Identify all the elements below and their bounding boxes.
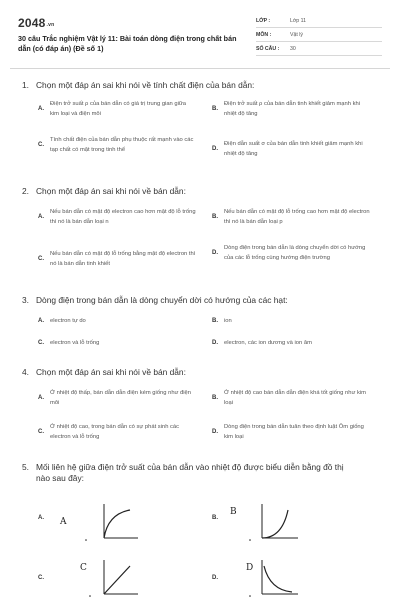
- question-number: 2.: [22, 186, 29, 196]
- question-text: [22, 367, 382, 378]
- question-text: [22, 186, 382, 197]
- graph-origin-dot: [85, 539, 87, 541]
- option-b[interactable]: [212, 100, 372, 119]
- option-text: Nếu bán dẫn có mật độ lỗ trống bằng mật độ electron thì nó là bán dẫn tinh khiết: [50, 251, 196, 267]
- meta-label: MÔN :: [256, 31, 272, 38]
- question-3: [22, 295, 382, 355]
- option-text: Điện trở suất ρ của bán dẫn tinh khiết giảm mạnh khi nhiệt độ tăng: [224, 101, 360, 117]
- option-d[interactable]: [212, 423, 372, 442]
- question-stem: Chọn một đáp án sai khi nói về bán dẫn:: [36, 186, 186, 196]
- option-text: electron và lỗ trống: [50, 340, 100, 346]
- graph-origin-dot: [249, 595, 251, 597]
- option-text: Điện dẫn suất σ của bán dẫn tinh khiết giảm mạnh khi nhiệt độ tăng: [224, 141, 363, 157]
- option-letter: B.: [212, 105, 218, 112]
- document-header: [18, 12, 382, 64]
- option-text: electron, các ion dương và ion âm: [224, 340, 312, 346]
- option-letter: D.: [212, 340, 218, 346]
- question-stem: Mối liên hệ giữa điện trở suất của bán dẫn vào nhiệt độ được biểu diễn bằng đồ thị nào sau đây:: [36, 462, 344, 483]
- header-divider: [10, 68, 390, 69]
- question-stem: Chọn một đáp án sai khi nói về tính chất điện của bán dẫn:: [36, 80, 255, 90]
- option-letter: B.: [212, 213, 218, 220]
- meta-row-count: [256, 42, 382, 56]
- option-letter: A.: [38, 515, 44, 521]
- option-letter: C.: [38, 255, 44, 262]
- option-d[interactable]: [212, 244, 372, 263]
- question-5: [22, 462, 382, 600]
- question-4: [22, 367, 382, 447]
- question-stem: Chọn một đáp án sai khi nói về bán dẫn:: [36, 367, 186, 377]
- question-2: [22, 186, 382, 286]
- meta-value: Lớp 11: [290, 17, 306, 24]
- question-1: [22, 80, 382, 170]
- option-letter: C.: [38, 428, 44, 435]
- page-title: 30 câu Trắc nghiệm Vật lý 11: Bài toán dòng điện trong chất bán dẫn (có đáp án) (Đề số 1): [18, 34, 237, 53]
- graph-label: D: [246, 563, 254, 573]
- option-a[interactable]: [38, 389, 198, 408]
- option-d[interactable]: [212, 140, 372, 159]
- option-letter: A.: [38, 318, 44, 324]
- option-letter: B.: [212, 394, 218, 401]
- graph-label: B: [230, 507, 237, 517]
- question-text: [22, 462, 382, 484]
- option-a[interactable]: [38, 208, 198, 227]
- graph-curve: [264, 566, 292, 592]
- option-letter: D.: [212, 249, 218, 256]
- option-text: Dòng điện trong bán dẫn là dòng chuyển dời có hướng của các lỗ trống cùng hướng điện trường: [224, 245, 366, 261]
- option-c[interactable]: [38, 250, 198, 269]
- option-b[interactable]: [212, 389, 372, 408]
- question-text: [22, 80, 382, 91]
- option-c[interactable]: [38, 136, 198, 155]
- graph-a: [54, 500, 144, 544]
- option-text: Ở nhiệt độ cao, trong bán dẫn có sự phát sinh các electron và lỗ trống: [50, 424, 180, 440]
- option-letter: A.: [38, 105, 44, 112]
- graph-b: [228, 500, 318, 544]
- site-logo[interactable]: [18, 16, 54, 30]
- option-c[interactable]: [38, 423, 198, 442]
- option-text: electron tự do: [50, 318, 86, 324]
- option-text: Dòng điện trong bán dẫn tuân theo định luật Ôm giống kim loại: [224, 424, 364, 440]
- graph-origin-dot: [89, 595, 91, 597]
- graph-d-svg: [228, 556, 318, 600]
- logo-main: 2048: [18, 16, 46, 30]
- option-text: Tính chất điện của bán dẫn phụ thuộc rất mạnh vào các tạp chất có mặt trong tinh thể: [50, 137, 194, 153]
- option-letter: D.: [212, 428, 218, 435]
- option-letter: D.: [212, 145, 218, 152]
- graph-curve: [104, 510, 130, 538]
- option-text: ion: [224, 318, 232, 324]
- option-letter: A.: [38, 213, 44, 220]
- option-a[interactable]: [38, 317, 198, 327]
- graph-d: [228, 556, 318, 600]
- graph-curve: [104, 566, 130, 594]
- option-text: Nếu bán dẫn có mật độ lỗ trống cao hơn mật độ electron thì nó là bán dẫn loại p: [224, 209, 370, 225]
- option-letter: B.: [212, 318, 218, 324]
- meta-table: [256, 14, 382, 56]
- meta-value: Vật lý: [290, 31, 303, 38]
- question-number: 3.: [22, 295, 29, 305]
- option-letter: A.: [38, 394, 44, 401]
- question-text: [22, 295, 382, 306]
- option-c[interactable]: [38, 339, 198, 349]
- question-number: 1.: [22, 80, 29, 90]
- graph-curve: [262, 510, 288, 538]
- option-letter: C.: [38, 141, 44, 148]
- option-text: Điện trở suất ρ của bán dẫn có giá trị trung gian giữa kim loại và điện môi: [50, 101, 187, 117]
- option-letter: C.: [38, 575, 44, 581]
- question-number: 5.: [22, 462, 29, 472]
- option-text: Ở nhiệt độ cao bán dẫn dẫn điện khá tốt giống như kim loại: [224, 390, 366, 406]
- option-letter: B.: [212, 515, 218, 521]
- graph-label: C: [80, 563, 87, 573]
- option-text: Ở nhiệt độ thấp, bán dẫn dẫn điện kém giống như điện môi: [50, 390, 191, 406]
- option-letter: D.: [212, 575, 218, 581]
- graph-b-svg: [228, 500, 318, 544]
- option-b[interactable]: [212, 317, 372, 327]
- option-text: Nếu bán dẫn có mật độ electron cao hơn mật độ lỗ trống thì nó là bán dẫn loại n: [50, 209, 196, 225]
- option-letter: C.: [38, 340, 44, 346]
- meta-row-class: [256, 14, 382, 28]
- option-b[interactable]: [212, 208, 372, 227]
- meta-label: LỚP :: [256, 17, 271, 24]
- question-number: 4.: [22, 367, 29, 377]
- option-d[interactable]: [212, 339, 372, 349]
- graph-c-svg: [54, 556, 144, 600]
- meta-row-subject: [256, 28, 382, 42]
- option-a[interactable]: [38, 100, 194, 119]
- graph-a-svg: [54, 500, 144, 544]
- graph-c: [54, 556, 144, 600]
- graph-origin-dot: [249, 539, 251, 541]
- question-stem: Dòng điện trong bán dẫn là dòng chuyển dời có hướng của các hạt:: [36, 295, 288, 305]
- logo-sub: .vn: [46, 22, 55, 28]
- meta-value: 30: [290, 45, 296, 52]
- graph-label: A: [60, 517, 67, 527]
- meta-label: SỐ CÂU :: [256, 45, 280, 52]
